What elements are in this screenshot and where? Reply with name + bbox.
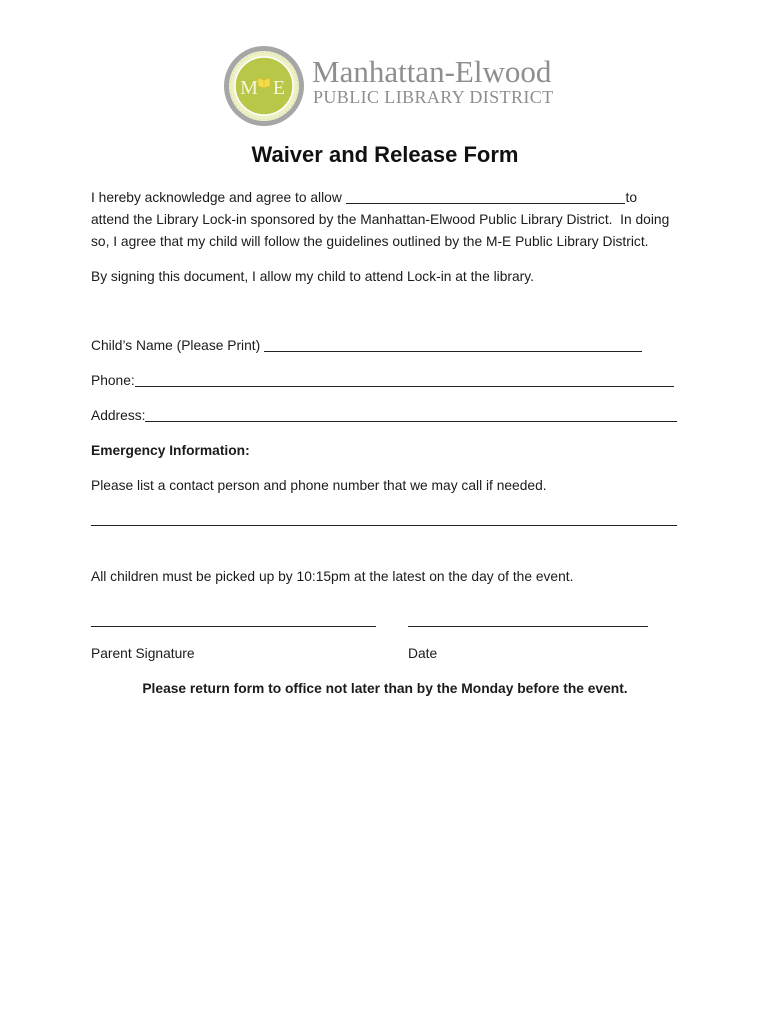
consent-statement: By signing this document, I allow my child to attend Lock-in at the library.	[91, 269, 534, 284]
intro-line-1	[91, 189, 637, 207]
emergency-contact-blank	[91, 525, 677, 526]
emergency-instructions: Please list a contact person and phone number that we may call if needed.	[91, 478, 547, 493]
parent-signature-label: Parent Signature	[91, 646, 195, 661]
phone-label: Phone:	[91, 373, 135, 388]
child-name-label: Child’s Name (Please Print)	[91, 338, 265, 353]
return-notice: Please return form to office not later than by the Monday before the event.	[142, 681, 628, 696]
form-title: Waiver and Release Form	[251, 142, 519, 167]
pickup-notice: All children must be picked up by 10:15pm at the latest on the day of the event.	[91, 569, 574, 584]
phone-field	[91, 372, 674, 390]
intro-line-2: attend the Library Lock-in sponsored by the Manhattan-Elwood Public Library District. In doing	[91, 212, 670, 227]
library-logo	[222, 44, 306, 128]
child-allow-blank	[346, 203, 626, 204]
date-label: Date	[408, 646, 438, 661]
intro-text-after: to	[625, 190, 637, 205]
child-name-field	[91, 337, 642, 355]
date-blank	[408, 626, 648, 627]
address-blank	[145, 421, 677, 422]
logo-wordmark: Manhattan-Elwood	[312, 54, 552, 89]
child-name-blank	[264, 351, 642, 352]
logo-monogram-m: M	[240, 77, 258, 99]
logo-monogram-e: E	[272, 77, 286, 99]
address-label: Address:	[91, 408, 146, 423]
emergency-heading: Emergency Information:	[91, 443, 250, 458]
intro-line-3: so, I agree that my child will follow the guidelines outlined by the M-E Public Library District.	[91, 234, 649, 249]
phone-blank	[135, 386, 674, 387]
parent-signature-blank	[91, 626, 376, 627]
intro-text-before: I hereby acknowledge and agree to allow	[91, 190, 346, 205]
logo-subtitle: PUBLIC LIBRARY DISTRICT	[313, 87, 554, 107]
address-field	[91, 407, 677, 425]
